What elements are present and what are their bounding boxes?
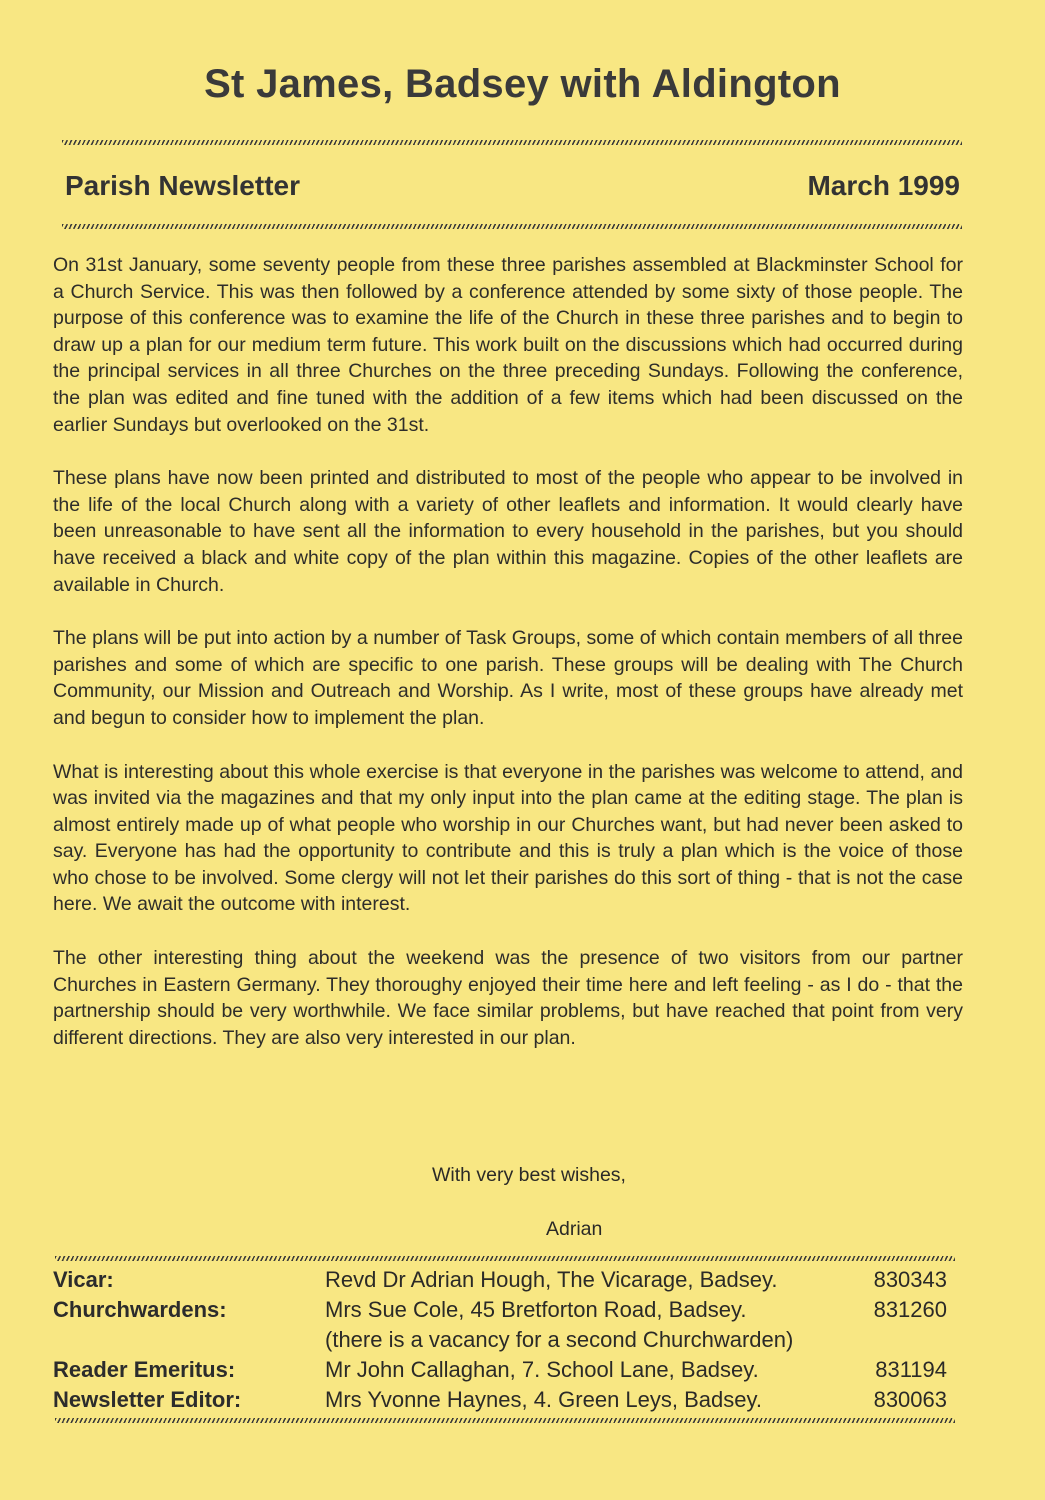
contact-details: (there is a vacancy for a second Churchwarden)	[325, 1327, 794, 1352]
contact-role: Churchwardens:	[53, 1297, 227, 1322]
contact-phone: 831260	[873, 1297, 947, 1322]
paragraph: The plans will be put into action by a number of Task Groups, some of which contain members of all three parishes and some of which are specific to one parish. These groups will be dealing with The Church Community, our Mission and Outreach and Worship. As I write, most of these groups have already met and begun to consider how to implement the plan.	[53, 627, 963, 729]
divider-rule	[62, 224, 962, 229]
paragraph: The other interesting thing about the weekend was the presence of two visitors from our partner Churches in Eastern Germany. They thoroughy enjoyed their time here and left feeling - as I do - that the partnership should be very worthwhile. We face similar problems, but have reached that point from very different directions. They are also very interested in our plan.	[53, 947, 963, 1049]
contact-role: Vicar:	[53, 1267, 114, 1292]
contact-details: Revd Dr Adrian Hough, The Vicarage, Badsey.	[325, 1267, 778, 1292]
paragraph: These plans have now been printed and distributed to most of the people who appear to be involved in the life of the local Church along with a variety of other leaflets and information. It would clearly have been unreasonable to have sent all the information to every household in the parishes, but you should have received a black and white copy of the plan within this magazine. Copies of the other leaflets are available in Church.	[53, 467, 963, 596]
newsletter-header-row	[65, 170, 960, 202]
contact-phone: 830343	[873, 1267, 947, 1292]
paragraph: What is interesting about this whole exercise is that everyone in the parishes was welcome to attend, and was invited via the magazines and that my only input into the plan came at the editing stage. The plan is almost entirely made up of what people who worship in our Churches want, but had never been asked to say. Everyone has had the opportunity to contribute and this is truly a plan which is the voice of those who chose to be involved. Some clergy will not let their parishes do this sort of thing - that is not the case here. We await the outcome with interest.	[53, 760, 963, 916]
issue-date: March 1999	[807, 170, 960, 201]
contacts-table	[53, 1265, 953, 1415]
divider-rule	[55, 1418, 955, 1423]
contact-details: Mrs Yvonne Haynes, 4. Green Leys, Badsey.	[325, 1387, 762, 1412]
contact-phone: 831194	[875, 1357, 947, 1382]
closing-line: With very best wishes,	[432, 1164, 626, 1186]
contact-row	[53, 1355, 953, 1385]
contact-role: Reader Emeritus:	[53, 1357, 236, 1382]
contact-phone: 830063	[873, 1387, 947, 1412]
contact-role: Newsletter Editor:	[53, 1387, 242, 1412]
contact-row	[53, 1385, 953, 1415]
newsletter-title: St James, Badsey with Aldington	[204, 62, 841, 106]
paragraph: On 31st January, some seventy people from these three parishes assembled at Blackminster School for a Church Service. This was then followed by a conference attended by some sixty of those people. The purpose of this conference was to examine the life of the Church in these three parishes and to begin to draw up a plan for our medium term future. This work built on the discussions which had occurred during the principal services in all three Churches on the three preceding Sundays. Following the conference, the plan was edited and fine tuned with the addition of a few items which had been discussed on the earlier Sundays but overlooked on the 31st.	[53, 254, 963, 436]
contact-row	[53, 1325, 953, 1355]
contact-row	[53, 1265, 953, 1295]
newsletter-subtitle: Parish Newsletter	[65, 170, 300, 201]
signature: Adrian	[546, 1218, 603, 1240]
contact-row	[53, 1295, 953, 1325]
divider-rule	[55, 1256, 955, 1261]
contact-details: Mr John Callaghan, 7. School Lane, Badsey.	[325, 1357, 759, 1382]
letter-body	[53, 252, 963, 1051]
contact-details: Mrs Sue Cole, 45 Bretforton Road, Badsey.	[325, 1297, 747, 1322]
divider-rule	[62, 140, 962, 145]
